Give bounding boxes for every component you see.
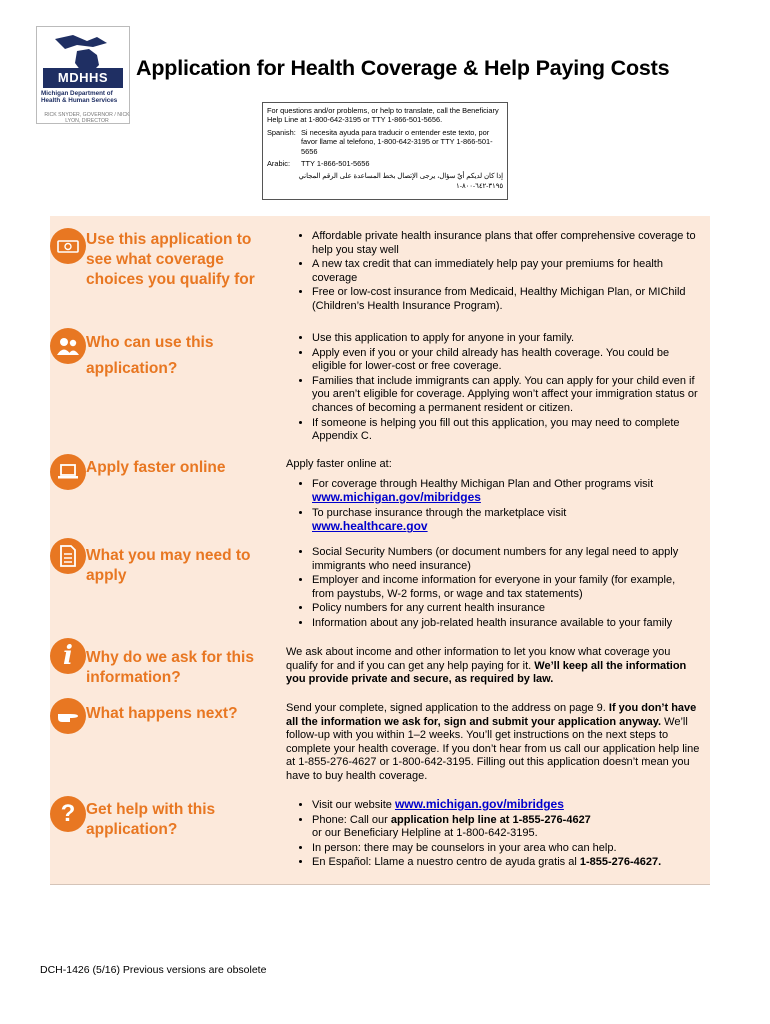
- next-bold: If you don’t have all the information we ask for, sign and submit your application anyway.: [286, 702, 697, 728]
- why-bold: We’ll keep all the information you provide private and secure, as required by law.: [286, 659, 687, 686]
- list-item: [312, 814, 700, 841]
- mibridges-help-link[interactable]: www.michigan.gov/mibridges: [394, 797, 564, 811]
- bullet-text: For coverage through Healthy Michigan Plan and Other programs visit: [312, 477, 654, 490]
- divider: [50, 884, 710, 885]
- question-icon: ?: [50, 796, 86, 832]
- next-text-2: We’ll follow-up with you within 1–2 weeks. You’ll get instructions on the next steps to complete your health coverage. If you don’t hear from us call our application help line at 1-855-276-4627 or 1-800-642-3195. Filling out this application doesn’t mean you have to buy health coverage.: [286, 715, 700, 782]
- document-icon: [50, 538, 86, 574]
- section-heading-apply-online: Apply faster online: [86, 459, 226, 476]
- mdhhs-logo: [36, 26, 130, 124]
- section-heading-get-help: Get help with this application?: [86, 801, 216, 838]
- why-text: We ask about income and other information to let you know what coverage you qualify for and if you can get any help paying for it.: [286, 646, 671, 672]
- list-item: • Social Security Numbers (or document numbers for any legal need to apply immigrants who need insurance): [312, 546, 700, 573]
- section-body-who-can-use: [286, 332, 700, 445]
- page-title: Application for Health Coverage & Help Paying Costs: [136, 56, 670, 80]
- list-item: • Use this application to apply for anyone in your family.: [312, 332, 700, 346]
- list-item: • In person: there may be counselors in your area who can help.: [312, 842, 700, 856]
- bullet-text: En Español: Llame a nuestro centro de ayuda gratis al: [312, 856, 577, 869]
- spanish-label: Spanish:: [267, 127, 296, 137]
- logo-brand: MDHHS: [43, 68, 123, 88]
- section-heading-what-you-need: What you may need to apply: [86, 547, 251, 584]
- logo-officials: RICK SNYDER, GOVERNOR / NICK LYON, DIRECTOR: [44, 112, 130, 124]
- form-footer: DCH-1426 (5/16) Previous versions are obsolete: [40, 964, 267, 976]
- list-item: • A new tax credit that can immediately help pay your premiums for health coverage: [312, 258, 700, 285]
- section-heading-what-next: What happens next?: [86, 705, 238, 722]
- list-item: • Apply even if you or your child already has health coverage. You could be eligible for lower-cost or free coverage.: [312, 347, 700, 374]
- help-line-box: [262, 102, 508, 200]
- section-heading-who-can-use: Who can use this application?: [86, 334, 214, 377]
- list-item: [312, 478, 700, 506]
- help-spanish: Si necesita ayuda para traducir o entender este texto, por favor llame al telefono, 1-800-642-3195 or TTY 1-866-501-5656: [301, 127, 493, 156]
- section-body-get-help: [286, 798, 700, 871]
- apply-intro: Apply faster online at:: [286, 458, 392, 470]
- spanish-phone-bold: 1-855-276-4627.: [579, 856, 662, 869]
- list-item: • Information about any job-related health insurance available to your family: [312, 617, 700, 631]
- section-body-apply-online: [286, 458, 700, 536]
- section-body-what-you-need: [286, 546, 700, 632]
- list-item: • If someone is helping you fill out this application, you may need to complete Appendix C.: [312, 417, 700, 444]
- logo-department: Michigan Department of Health & Human Services: [41, 90, 118, 105]
- mibridges-link[interactable]: www.michigan.gov/mibridges: [312, 490, 481, 505]
- money-icon: [50, 228, 86, 264]
- help-arabic: إذا كان لديكم أيّ سؤال، يرجى الإتصال بخط المساعدة على الرقم المجاني ٣١٩٥-٦٤٢-٨٠٠-١: [298, 173, 503, 190]
- list-item: [312, 856, 700, 870]
- list-item: • Families that include immigrants can apply. You can apply for your child even if you aren’t eligible for coverage. Applying won’t affect your immigration status or chances of becoming a permanent resident or citizen.: [312, 375, 700, 416]
- help-english: For questions and/or problems, or help to translate, call the Beneficiary Help Line at 1-800-642-3195 or TTY 1-866-501-5656.: [267, 106, 499, 125]
- list-item: [312, 507, 700, 535]
- list-item: • Affordable private health insurance plans that offer comprehensive coverage to help you stay well: [312, 230, 700, 257]
- section-body-coverage-choices: [286, 230, 700, 315]
- section-heading-coverage-choices: Use this application to see what coverage choices you qualify for: [86, 231, 255, 288]
- section-body-why-we-ask: [286, 646, 700, 687]
- info-icon: i: [50, 638, 86, 674]
- pointing-hand-icon: [50, 698, 86, 734]
- bullet-text: Phone: Call our: [312, 813, 388, 826]
- list-item: • Employer and income information for everyone in your family (for example, from paystubs, W-2 forms, or wage and tax statements): [312, 574, 700, 601]
- arabic-tty: TTY 1-866-501-5656: [301, 159, 370, 169]
- laptop-icon: [50, 454, 86, 490]
- healthcare-gov-link[interactable]: www.healthcare.gov: [312, 519, 428, 534]
- bullet-text: Visit our website: [312, 799, 392, 811]
- section-heading-why-we-ask: Why do we ask for this information?: [86, 649, 254, 686]
- help-line-bold: application help line at 1-855-276-4627: [390, 813, 591, 826]
- next-text: Send your complete, signed application to the address on page 9.: [286, 702, 606, 714]
- bullet-text: or our Beneficiary Helpline at 1-800-642-3195.: [312, 827, 538, 840]
- list-item: [312, 798, 700, 813]
- arabic-label: Arabic:: [267, 159, 291, 169]
- list-item: • Policy numbers for any current health insurance: [312, 602, 700, 616]
- people-icon: [50, 328, 86, 364]
- bullet-text: To purchase insurance through the marketplace visit: [312, 506, 567, 519]
- section-body-what-next: [286, 702, 700, 784]
- list-item: • Free or low-cost insurance from Medicaid, Healthy Michigan Plan, or MIChild (Children’s Health Insurance Program).: [312, 286, 700, 313]
